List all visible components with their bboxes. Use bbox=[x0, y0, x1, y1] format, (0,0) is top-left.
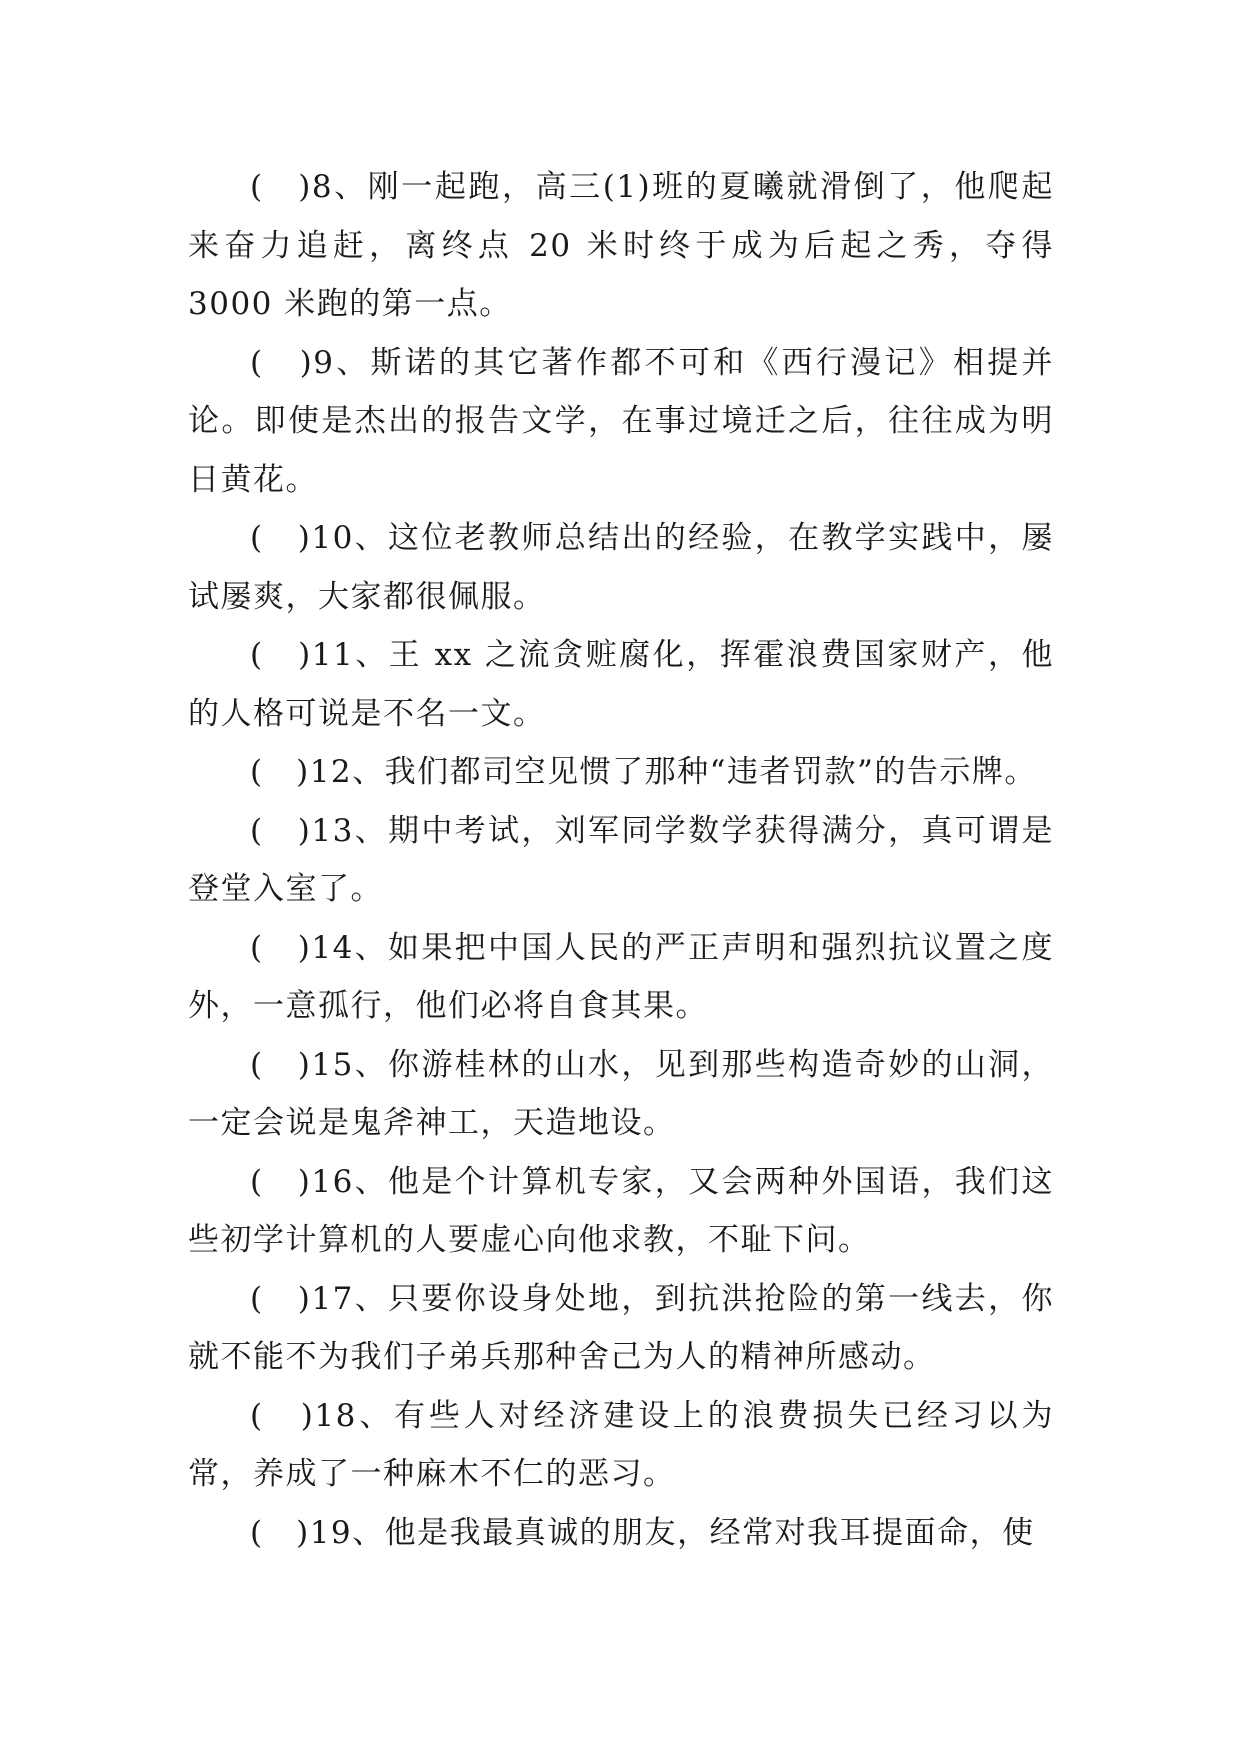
question-item-10: ( )10、这位老教师总结出的经验，在教学实践中，屡试屡爽，大家都很佩服。 bbox=[188, 520, 1054, 615]
question-item-8: ( )8、刚一起跑，高三(1)班的夏曦就滑倒了，他爬起来奋力追赶，离终点 20 米时终于成为后起之秀，夺得 3000 米跑的第一点。 bbox=[188, 169, 1054, 322]
question-item-18: ( )18、有些人对经济建设上的浪费损失已经习以为常，养成了一种麻木不仁的恶习。 bbox=[188, 1397, 1054, 1492]
question-item-14: ( )14、如果把中国人民的严正声明和强烈抗议置之度外，一意孤行，他们必将自食其果。 bbox=[188, 929, 1054, 1024]
question-item-19: ( )19、他是我最真诚的朋友，经常对我耳提面命，使 bbox=[250, 1514, 1035, 1551]
question-list bbox=[188, 158, 1054, 1562]
question-item-9: ( )9、斯诺的其它著作都不可和《西行漫记》相提并论。即使是杰出的报告文学，在事过境迁之后，往往成为明日黄花。 bbox=[188, 344, 1054, 498]
question-item-15: ( )15、你游桂林的山水，见到那些构造奇妙的山洞，一定会说是鬼斧神工，天造地设。 bbox=[188, 1046, 1054, 1141]
question-item-17: ( )17、只要你设身处地，到抗洪抢险的第一线去，你就不能不为我们子弟兵那种舍己为人的精神所感动。 bbox=[188, 1280, 1054, 1375]
question-item-16: ( )16、他是个计算机专家，又会两种外国语，我们这些初学计算机的人要虚心向他求教，不耻下问。 bbox=[188, 1163, 1054, 1258]
question-item-13: ( )13、期中考试，刘军同学数学获得满分，真可谓是登堂入室了。 bbox=[188, 812, 1054, 907]
question-item-11: ( )11、王 xx 之流贪赃腐化，挥霍浪费国家财产，他的人格可说是不名一文。 bbox=[188, 637, 1054, 732]
question-item-12: ( )12、我们都司空见惯了那种“违者罚款”的告示牌。 bbox=[250, 754, 1037, 790]
